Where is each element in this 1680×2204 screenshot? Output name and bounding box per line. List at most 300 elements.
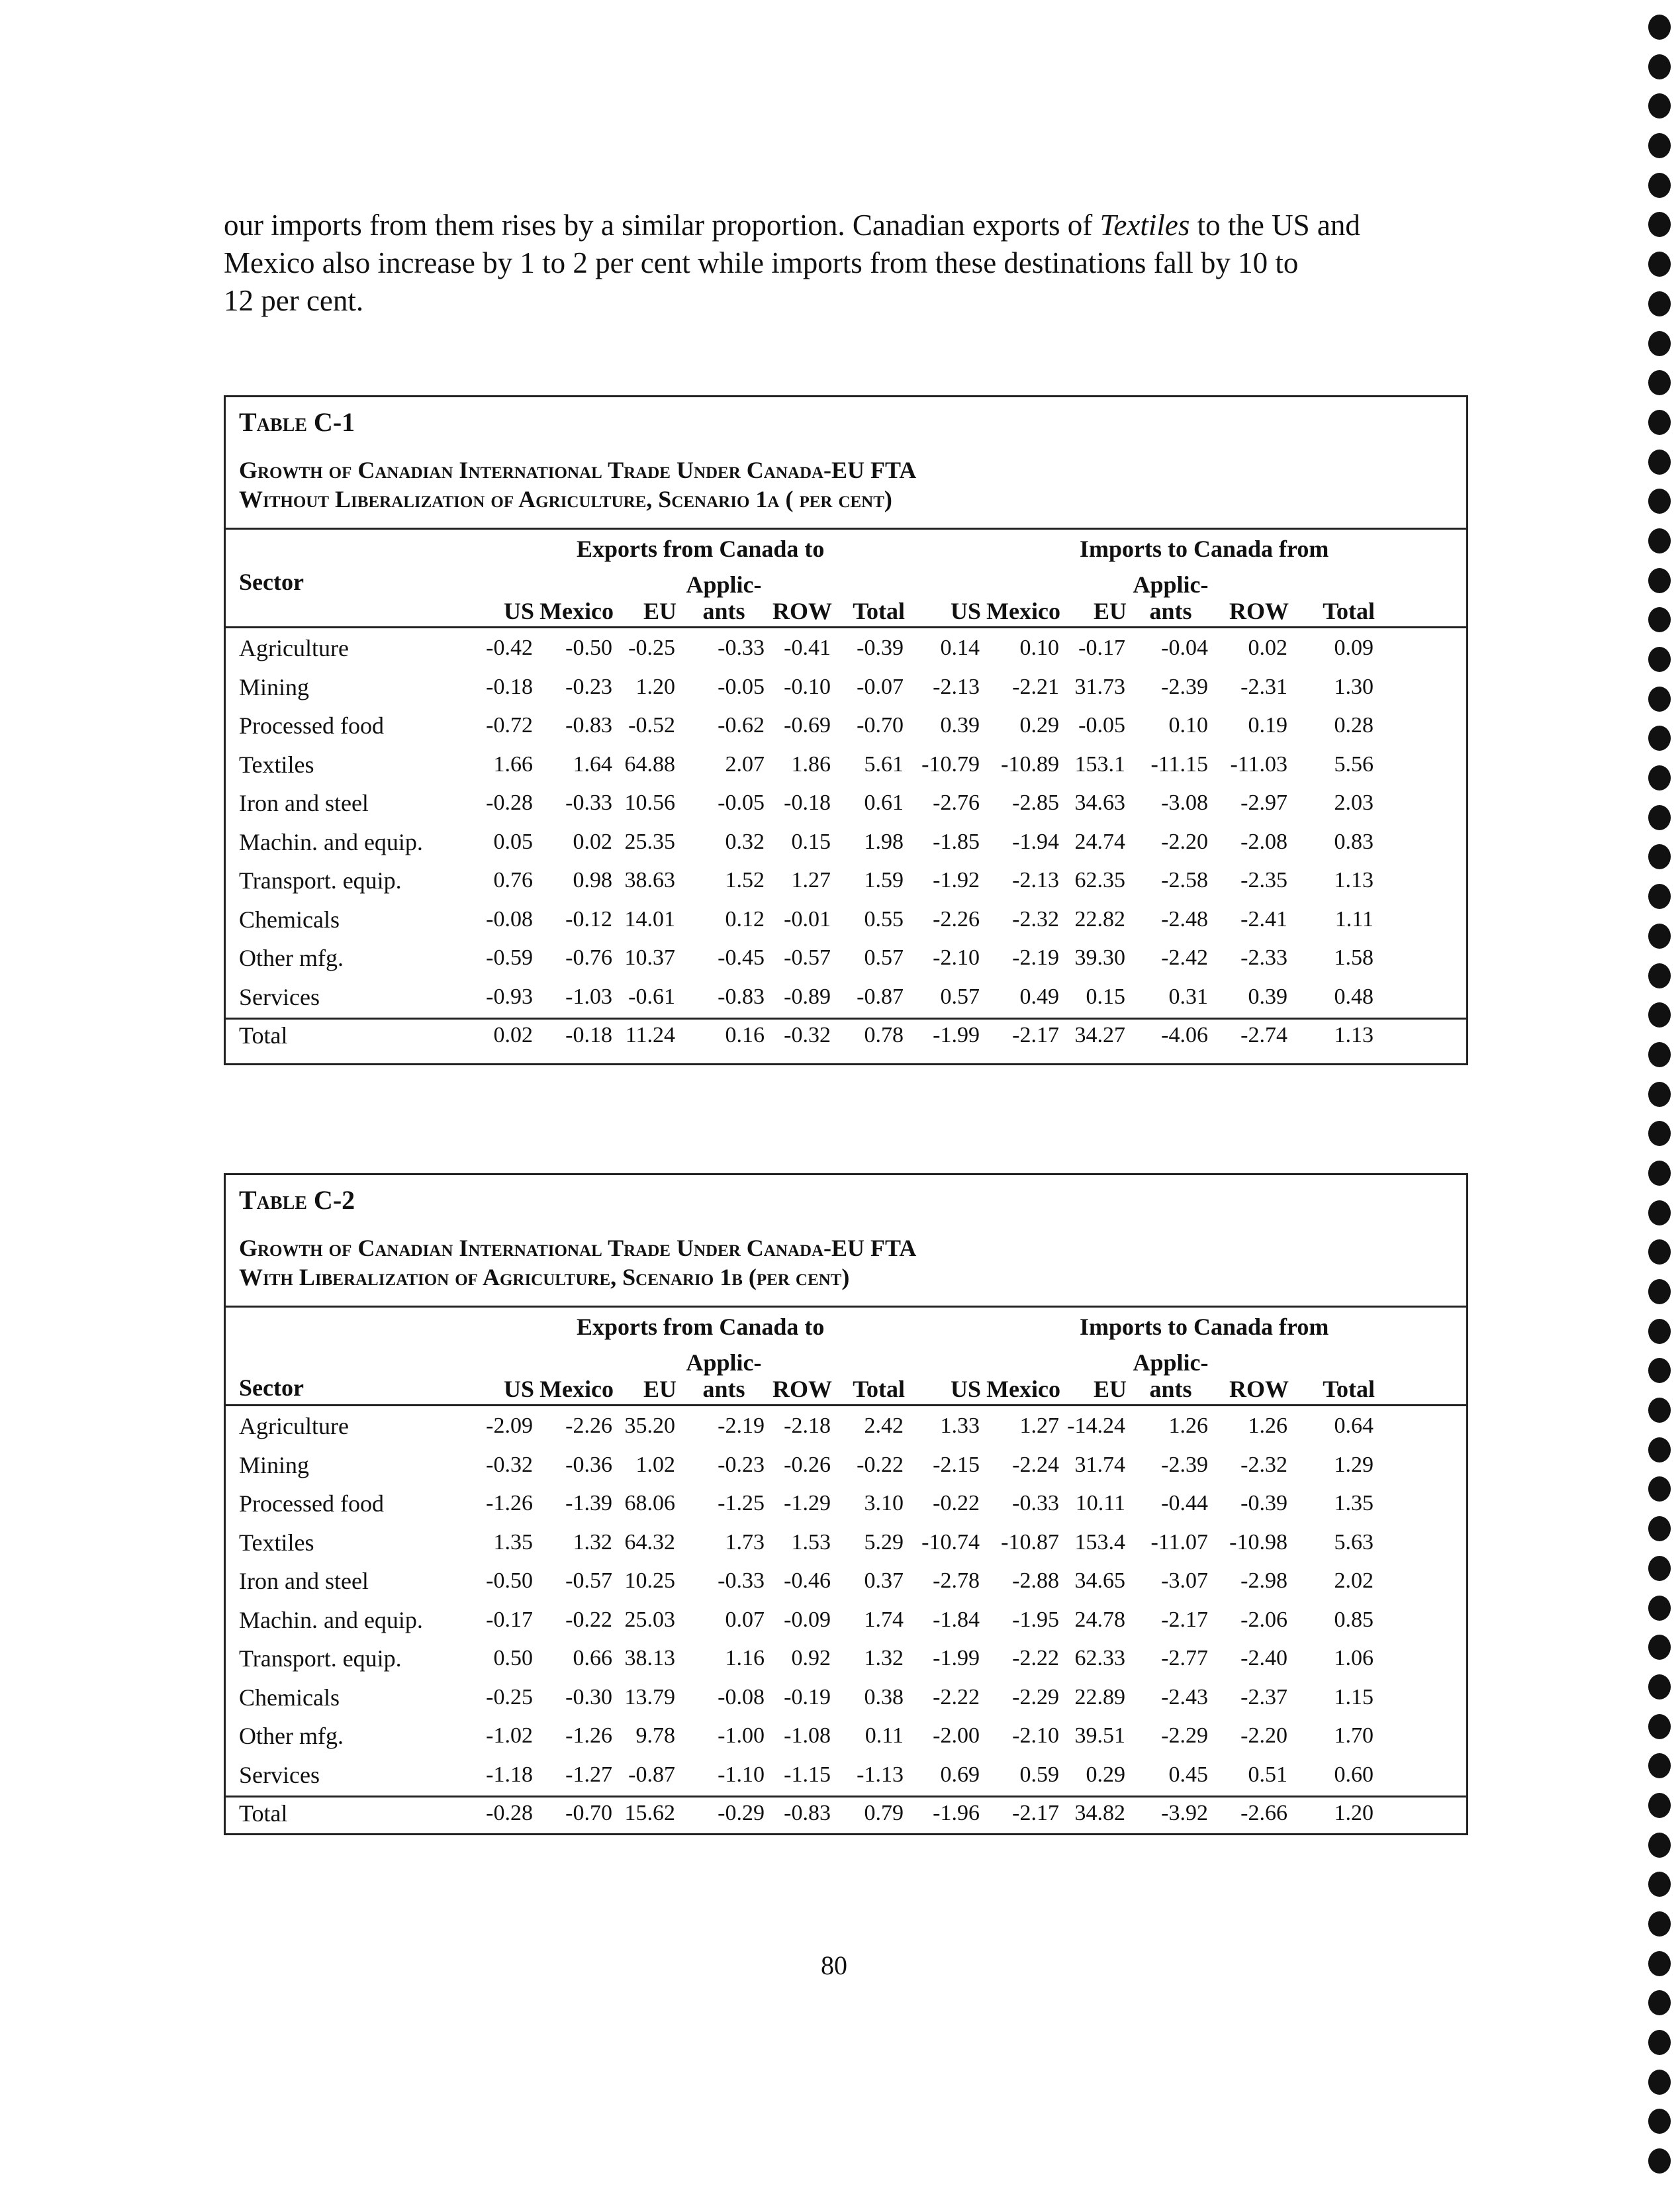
value-cell: 0.76 — [493, 868, 533, 893]
value-cell: 0.78 — [864, 1023, 904, 1048]
value-cell: -2.17 — [1012, 1023, 1059, 1048]
sector-cell: Services — [239, 983, 320, 1010]
value-cell: 10.56 — [624, 791, 675, 816]
value-cell: 34.63 — [1074, 791, 1125, 816]
value-cell: -10.98 — [1229, 1529, 1287, 1555]
table-id: Table C-2 — [239, 1185, 355, 1215]
binder-hole — [1648, 331, 1671, 356]
value-cell: -1.13 — [857, 1762, 904, 1787]
applicants-header-top: Applic- — [686, 1349, 762, 1376]
binder-hole — [1648, 1833, 1671, 1858]
value-cell: -0.69 — [784, 713, 831, 738]
value-cell: -0.50 — [486, 1568, 533, 1594]
value-cell: 0.19 — [1248, 713, 1287, 738]
binder-hole — [1648, 805, 1671, 830]
value-cell: -1.25 — [718, 1491, 765, 1516]
binder-hole — [1648, 133, 1671, 158]
value-cell: -2.26 — [933, 906, 980, 932]
value-cell: -2.40 — [1240, 1646, 1287, 1671]
value-cell: 5.56 — [1334, 751, 1374, 777]
sector-cell: Textiles — [239, 751, 314, 778]
value-cell: -2.19 — [1012, 945, 1059, 971]
value-cell: -0.23 — [565, 674, 612, 699]
value-cell: -3.92 — [1161, 1801, 1208, 1826]
value-cell: 0.51 — [1248, 1762, 1287, 1787]
value-cell: 24.78 — [1074, 1607, 1125, 1632]
binder-hole — [1648, 1674, 1671, 1700]
paragraph-italic-term: Textiles — [1099, 209, 1190, 242]
value-cell: 0.83 — [1334, 829, 1374, 854]
binder-hole — [1648, 1358, 1671, 1383]
exports-group-header: Exports from Canada to — [577, 536, 825, 562]
value-cell: 0.02 — [493, 1023, 533, 1048]
value-cell: -0.70 — [565, 1801, 612, 1826]
table-row — [226, 706, 1377, 745]
sector-cell: Chemicals — [239, 1684, 340, 1711]
value-cell: -0.83 — [784, 1801, 831, 1826]
value-cell: -2.97 — [1240, 791, 1287, 816]
binder-hole — [1648, 2030, 1671, 2055]
value-cell: -0.05 — [1078, 713, 1125, 738]
binder-hole — [1648, 1793, 1671, 1818]
value-cell: 1.11 — [1334, 906, 1374, 932]
binder-hole — [1648, 54, 1671, 79]
total-rule — [226, 1796, 1466, 1797]
binder-hole — [1648, 252, 1671, 277]
value-cell: 0.48 — [1334, 984, 1374, 1009]
value-cell: -10.79 — [921, 751, 980, 777]
value-cell: -0.70 — [857, 713, 904, 738]
value-cell: -2.66 — [1240, 1801, 1287, 1826]
value-cell: -0.17 — [1078, 636, 1125, 661]
value-cell: -0.10 — [784, 674, 831, 699]
value-cell: 3.10 — [864, 1491, 904, 1516]
value-cell: 64.32 — [624, 1529, 675, 1555]
value-cell: -2.35 — [1240, 868, 1287, 893]
value-cell: -0.28 — [486, 791, 533, 816]
value-cell: 0.05 — [493, 829, 533, 854]
applicants-header-bottom: ants — [1149, 598, 1192, 624]
value-cell: 1.27 — [1019, 1413, 1059, 1439]
value-cell: 1.32 — [864, 1646, 904, 1671]
value-cell: 0.14 — [940, 636, 980, 661]
binder-hole — [1648, 15, 1671, 40]
value-cell: -0.22 — [565, 1607, 612, 1632]
value-cell: 153.4 — [1074, 1529, 1125, 1555]
binder-hole — [1648, 528, 1671, 553]
value-cell: 39.51 — [1074, 1723, 1125, 1749]
binder-hole — [1648, 450, 1671, 475]
value-cell: -0.26 — [784, 1452, 831, 1477]
value-cell: -0.39 — [857, 636, 904, 661]
value-cell: 5.29 — [864, 1529, 904, 1555]
table-row — [226, 861, 1377, 900]
sector-cell: Processed food — [239, 712, 384, 740]
sector-column-header: Sector — [239, 1374, 304, 1401]
value-cell: 13.79 — [624, 1684, 675, 1709]
value-cell: -11.03 — [1230, 751, 1287, 777]
column-header: US — [950, 598, 981, 624]
value-cell: -0.01 — [784, 906, 831, 932]
sector-cell: Agriculture — [239, 1413, 349, 1440]
column-header: EU — [1093, 1376, 1127, 1402]
value-cell: 0.29 — [1086, 1762, 1125, 1787]
value-cell: -0.57 — [565, 1568, 612, 1594]
table-row — [226, 1562, 1377, 1601]
value-cell: 0.09 — [1334, 636, 1374, 661]
column-header: Total — [853, 1376, 905, 1402]
value-cell: 0.79 — [864, 1801, 904, 1826]
value-cell: 0.64 — [1334, 1413, 1374, 1439]
applicants-header-top: Applic- — [686, 571, 762, 598]
value-cell: 1.64 — [573, 751, 612, 777]
value-cell: -0.25 — [486, 1684, 533, 1709]
value-cell: -1.99 — [933, 1023, 980, 1048]
value-cell: 1.29 — [1334, 1452, 1374, 1477]
binder-hole — [1648, 1239, 1671, 1265]
table-row — [226, 629, 1377, 668]
value-cell: -2.42 — [1161, 945, 1208, 971]
value-cell: -11.15 — [1150, 751, 1208, 777]
total-rule — [226, 1018, 1466, 1020]
binder-hole — [1648, 173, 1671, 198]
value-cell: -0.09 — [784, 1607, 831, 1632]
value-cell: -1.15 — [784, 1762, 831, 1787]
table-row — [226, 823, 1377, 862]
value-cell: -11.07 — [1150, 1529, 1208, 1555]
sector-cell: Mining — [239, 1451, 310, 1478]
value-cell: -2.08 — [1240, 829, 1287, 854]
sector-cell: Other mfg. — [239, 1723, 344, 1750]
value-cell: -0.39 — [1240, 1491, 1287, 1516]
table-header-block — [226, 1175, 1466, 1308]
value-cell: -0.18 — [486, 674, 533, 699]
sector-column-header: Sector — [239, 569, 304, 595]
value-cell: -1.96 — [933, 1801, 980, 1826]
header-rule — [226, 626, 1466, 628]
value-cell: -0.17 — [486, 1607, 533, 1632]
value-cell: -0.05 — [718, 791, 765, 816]
table-row — [226, 1717, 1377, 1756]
value-cell: 1.58 — [1334, 945, 1374, 971]
sector-cell: Mining — [239, 673, 310, 700]
value-cell: -2.10 — [1012, 1723, 1059, 1749]
value-cell: -1.27 — [565, 1762, 612, 1787]
value-cell: 0.57 — [864, 945, 904, 971]
data-table — [226, 629, 1377, 1055]
value-cell: -2.74 — [1240, 1023, 1287, 1048]
binder-hole — [1648, 568, 1671, 593]
value-cell: 0.57 — [940, 984, 980, 1009]
value-cell: -1.03 — [565, 984, 612, 1009]
value-cell: -0.18 — [565, 1023, 612, 1048]
value-cell: -1.85 — [933, 829, 980, 854]
value-cell: -2.10 — [933, 945, 980, 971]
binder-holes — [1648, 15, 1672, 2188]
value-cell: -2.32 — [1012, 906, 1059, 932]
value-cell: 0.32 — [725, 829, 765, 854]
value-cell: 1.20 — [635, 674, 675, 699]
binder-hole — [1648, 924, 1671, 949]
sector-cell: Chemicals — [239, 906, 340, 933]
sector-cell: Transport. equip. — [239, 867, 402, 894]
binder-hole — [1648, 687, 1671, 712]
value-cell: -2.15 — [933, 1452, 980, 1477]
value-cell: -2.77 — [1161, 1646, 1208, 1671]
binder-hole — [1648, 2148, 1671, 2174]
value-cell: 0.59 — [1019, 1762, 1059, 1787]
binder-hole — [1648, 1279, 1671, 1304]
value-cell: -0.89 — [784, 984, 831, 1009]
sector-cell: Other mfg. — [239, 945, 344, 972]
value-cell: -2.06 — [1240, 1607, 1287, 1632]
value-cell: 68.06 — [624, 1491, 675, 1516]
binder-hole — [1648, 291, 1671, 316]
value-cell: 2.42 — [864, 1413, 904, 1439]
value-cell: 1.86 — [791, 751, 831, 777]
binder-hole — [1648, 1596, 1671, 1621]
table-row — [226, 1601, 1377, 1640]
value-cell: 1.26 — [1248, 1413, 1287, 1439]
table-c1 — [224, 395, 1468, 1065]
binder-hole — [1648, 647, 1671, 672]
value-cell: -2.43 — [1161, 1684, 1208, 1709]
value-cell: 25.03 — [624, 1607, 675, 1632]
value-cell: -0.42 — [486, 636, 533, 661]
value-cell: -1.26 — [486, 1491, 533, 1516]
value-cell: -2.13 — [933, 674, 980, 699]
value-cell: -1.92 — [933, 868, 980, 893]
value-cell: -2.21 — [1012, 674, 1059, 699]
value-cell: -0.57 — [784, 945, 831, 971]
value-cell: 0.11 — [864, 1723, 904, 1749]
total-row — [226, 1016, 1377, 1055]
page-number: 80 — [821, 1950, 847, 1980]
value-cell: -10.89 — [1001, 751, 1059, 777]
value-cell: -0.32 — [784, 1023, 831, 1048]
imports-group-header: Imports to Canada from — [1080, 536, 1329, 562]
table-row — [226, 1446, 1377, 1485]
value-cell: -2.31 — [1240, 674, 1287, 699]
value-cell: 0.61 — [864, 791, 904, 816]
table-row — [226, 1523, 1377, 1562]
value-cell: -2.33 — [1240, 945, 1287, 971]
sector-cell: Textiles — [239, 1529, 314, 1556]
value-cell: -0.08 — [718, 1684, 765, 1709]
value-cell: 0.85 — [1334, 1607, 1374, 1632]
value-cell: -2.18 — [784, 1413, 831, 1439]
value-cell: 0.15 — [791, 829, 831, 854]
binder-hole — [1648, 1398, 1671, 1423]
binder-hole — [1648, 1042, 1671, 1067]
value-cell: 0.10 — [1019, 636, 1059, 661]
sector-cell: Agriculture — [239, 635, 349, 662]
value-cell: 14.01 — [624, 906, 675, 932]
value-cell: 0.50 — [493, 1646, 533, 1671]
value-cell: 1.02 — [635, 1452, 675, 1477]
value-cell: -2.85 — [1012, 791, 1059, 816]
value-cell: 31.73 — [1074, 674, 1125, 699]
value-cell: -2.88 — [1012, 1568, 1059, 1594]
binder-hole — [1648, 370, 1671, 395]
paragraph-line-1 — [224, 207, 1481, 244]
value-cell: 0.31 — [1168, 984, 1208, 1009]
table-row — [226, 1639, 1377, 1678]
value-cell: 2.02 — [1334, 1568, 1374, 1594]
value-cell: -2.29 — [1161, 1723, 1208, 1749]
binder-hole — [1648, 963, 1671, 988]
column-header: Mexico — [539, 598, 614, 624]
value-cell: -0.22 — [933, 1491, 980, 1516]
table-row — [226, 1678, 1377, 1717]
value-cell: -2.20 — [1161, 829, 1208, 854]
sector-cell: Machin. and equip. — [239, 1606, 423, 1633]
binder-hole — [1648, 1556, 1671, 1581]
value-cell: -10.74 — [921, 1529, 980, 1555]
value-cell: 0.37 — [864, 1568, 904, 1594]
value-cell: 62.33 — [1074, 1646, 1125, 1671]
binder-hole — [1648, 1516, 1671, 1541]
column-header: Mexico — [539, 1376, 614, 1402]
value-cell: 64.88 — [624, 751, 675, 777]
value-cell: -2.29 — [1012, 1684, 1059, 1709]
value-cell: 0.39 — [1248, 984, 1287, 1009]
column-header: Total — [853, 598, 905, 624]
value-cell: 1.59 — [864, 868, 904, 893]
value-cell: -0.83 — [565, 713, 612, 738]
value-cell: -0.22 — [857, 1452, 904, 1477]
value-cell: -0.19 — [784, 1684, 831, 1709]
value-cell: -2.17 — [1012, 1801, 1059, 1826]
binder-hole — [1648, 1990, 1671, 2015]
value-cell: 0.16 — [725, 1023, 765, 1048]
value-cell: 62.35 — [1074, 868, 1125, 893]
value-cell: 1.52 — [725, 868, 765, 893]
table-id: Table C-1 — [239, 407, 355, 437]
data-table — [226, 1407, 1377, 1833]
paragraph-text: to the US and — [1190, 209, 1360, 242]
value-cell: 10.37 — [624, 945, 675, 971]
value-cell: -1.95 — [1012, 1607, 1059, 1632]
value-cell: -2.39 — [1161, 1452, 1208, 1477]
value-cell: -0.87 — [857, 984, 904, 1009]
table-header-block — [226, 397, 1466, 530]
value-cell: -2.20 — [1240, 1723, 1287, 1749]
value-cell: 10.25 — [624, 1568, 675, 1594]
value-cell: -0.33 — [718, 636, 765, 661]
value-cell: 0.39 — [940, 713, 980, 738]
value-cell: -10.87 — [1001, 1529, 1059, 1555]
value-cell: 153.1 — [1074, 751, 1125, 777]
value-cell: -3.08 — [1161, 791, 1208, 816]
value-cell: -4.06 — [1161, 1023, 1208, 1048]
value-cell: 1.32 — [573, 1529, 612, 1555]
value-cell: 10.11 — [1075, 1491, 1125, 1516]
value-cell: -1.00 — [718, 1723, 765, 1749]
value-cell: 0.02 — [1248, 636, 1287, 661]
value-cell: 11.24 — [625, 1023, 675, 1048]
sector-cell: Processed food — [239, 1490, 384, 1517]
value-cell: -1.29 — [784, 1491, 831, 1516]
value-cell: -2.41 — [1240, 906, 1287, 932]
table-title-line-1: Growth of Canadian International Trade Under Canada-EU FTA — [239, 1235, 917, 1261]
binder-hole — [1648, 1872, 1671, 1897]
value-cell: -0.36 — [565, 1452, 612, 1477]
sector-cell: Iron and steel — [239, 790, 369, 817]
value-cell: -1.99 — [933, 1646, 980, 1671]
value-cell: -0.62 — [718, 713, 765, 738]
column-header: Total — [1323, 1376, 1375, 1402]
value-cell: -0.87 — [628, 1762, 675, 1787]
value-cell: -0.46 — [784, 1568, 831, 1594]
value-cell: 1.13 — [1334, 868, 1374, 893]
value-cell: -0.32 — [486, 1452, 533, 1477]
applicants-header-bottom: ants — [702, 598, 745, 624]
value-cell: 34.82 — [1074, 1801, 1125, 1826]
value-cell: -0.50 — [565, 636, 612, 661]
value-cell: -14.24 — [1067, 1413, 1125, 1439]
binder-hole — [1648, 844, 1671, 869]
value-cell: -0.52 — [628, 713, 675, 738]
column-header: ROW — [1229, 1376, 1289, 1402]
value-cell: 0.55 — [864, 906, 904, 932]
value-cell: 5.63 — [1334, 1529, 1374, 1555]
value-cell: 1.13 — [1334, 1023, 1374, 1048]
header-rule — [226, 1404, 1466, 1406]
binder-hole — [1648, 2070, 1671, 2095]
table-title-line-2: Without Liberalization of Agriculture, Scenario 1a ( per cent) — [239, 486, 892, 512]
value-cell: -0.76 — [565, 945, 612, 971]
value-cell: -0.29 — [718, 1801, 765, 1826]
value-cell: -0.23 — [718, 1452, 765, 1477]
value-cell: 1.30 — [1334, 674, 1374, 699]
value-cell: -2.58 — [1161, 868, 1208, 893]
value-cell: -0.41 — [784, 636, 831, 661]
value-cell: 0.60 — [1334, 1762, 1374, 1787]
table-title-line-1: Growth of Canadian International Trade Under Canada-EU FTA — [239, 457, 917, 483]
value-cell: -1.08 — [784, 1723, 831, 1749]
table-row — [226, 745, 1377, 785]
table-row — [226, 1407, 1377, 1446]
value-cell: -0.18 — [784, 791, 831, 816]
binder-hole — [1648, 93, 1671, 119]
sector-cell: Services — [239, 1761, 320, 1788]
value-cell: 34.65 — [1074, 1568, 1125, 1594]
value-cell: 0.28 — [1334, 713, 1374, 738]
applicants-header-top: Applic- — [1133, 571, 1209, 598]
value-cell: -2.19 — [718, 1413, 765, 1439]
value-cell: 1.74 — [864, 1607, 904, 1632]
table-row — [226, 900, 1377, 939]
binder-hole — [1648, 1476, 1671, 1502]
paragraph-line-2: Mexico also increase by 1 to 2 per cent while imports from these destinations fall by 10 to — [224, 246, 1299, 279]
value-cell: -0.05 — [718, 674, 765, 699]
value-cell: -2.26 — [565, 1413, 612, 1439]
value-cell: 39.30 — [1074, 945, 1125, 971]
value-cell: -1.26 — [565, 1723, 612, 1749]
value-cell: 0.69 — [940, 1762, 980, 1787]
binder-hole — [1648, 489, 1671, 514]
sector-cell: Iron and steel — [239, 1568, 369, 1595]
total-row — [226, 1794, 1377, 1833]
value-cell: 5.61 — [864, 751, 904, 777]
binder-hole — [1648, 1714, 1671, 1739]
value-cell: -2.00 — [933, 1723, 980, 1749]
value-cell: -1.18 — [486, 1762, 533, 1787]
binder-hole — [1648, 1161, 1671, 1186]
value-cell: 0.38 — [864, 1684, 904, 1709]
binder-hole — [1648, 1200, 1671, 1225]
